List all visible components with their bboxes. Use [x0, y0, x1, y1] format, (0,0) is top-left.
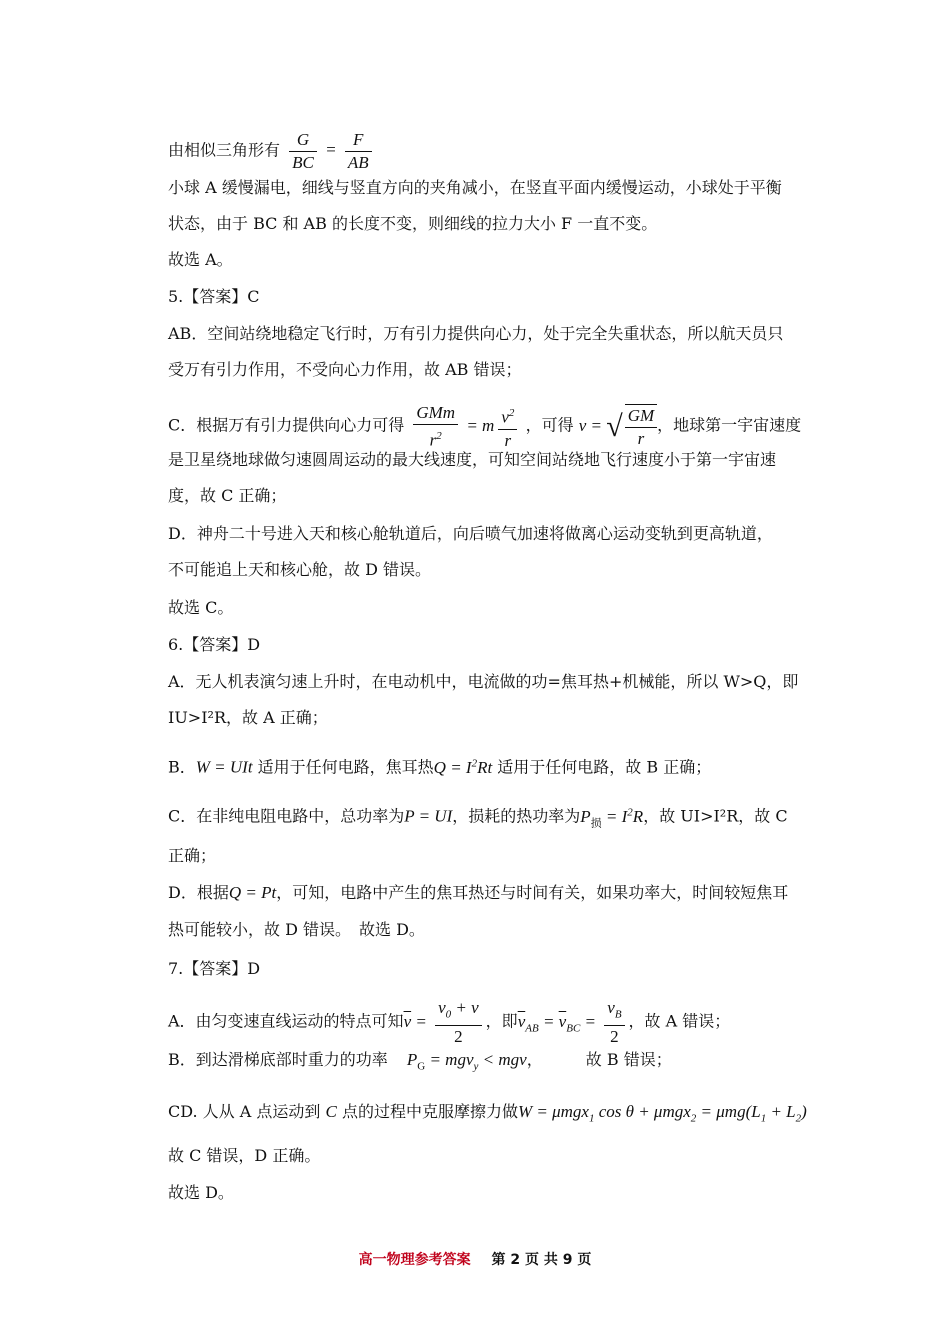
text-line: 不可能追上天和核心舱，故 D 错误。 [168, 560, 432, 579]
text-line: A．无人机表演匀速上升时，在电动机中，电流做的功=焦耳热+机械能，所以 W>Q，即 [168, 672, 799, 691]
text-line: 状态，由于 BC 和 AB 的长度不变，则细线的拉力大小 F 一直不变。 [168, 214, 658, 233]
equation-friction-work: W = μmgx$_1$ $\cos \theta + \mu mgx_2 = \mu mg(L_1 + L_2)$ [517, 1102, 807, 1125]
page-number: 第 2 页 共 9 页 [491, 1252, 592, 1268]
equation-power: P = UI [404, 806, 453, 826]
equation-gravity: $\frac{\text{GMm}}{r^2}$ = m $\frac{v^2}{r}$ [409, 416, 525, 435]
text-line: 小球 A 缓慢漏电，细线与竖直方向的夹角减小，在竖直平面内缓慢运动，小球处于平衡 [168, 178, 782, 197]
text-line: B．到达滑梯底部时重力的功率 $P_G = mgv_y$ < mgv， 故 B 错误； [168, 1050, 672, 1073]
equation-work: W = UIt [195, 757, 253, 777]
text-line: AB．空间站绕地稳定飞行时，万有引力提供向心力，处于完全失重状态，所以航天员只 [168, 324, 784, 343]
answer-heading: 7.【答案】D [168, 959, 261, 978]
text-line: 故选 A。 [168, 250, 233, 269]
text-line: 受万有引力作用，不受向心力作用，故 AB 错误； [168, 360, 522, 379]
footer-title: 高一物理参考答案 [358, 1252, 471, 1268]
text-line: 故 C 错误，D 正确。 [168, 1146, 321, 1165]
answer-heading: 6.【答案】D [168, 635, 261, 654]
text-line: 故选 C。 [168, 598, 234, 617]
text-line: 是卫星绕地球做匀速圆周运动的最大线速度，可知空间站绕地飞行速度小于第一宇宙速 [168, 450, 777, 469]
equation-average-velocity-ab: $\overline{v}_{AB} = \overline{v}_{BC}$ = $\frac{v_B}{2}$ [518, 1012, 629, 1031]
text-line: C．根据万有引力提供向心力可得 $\frac{\text{GMm}}{r^2}$ = m $\frac{v^2}{r}$ ，可得 v = √ $\frac{GM}{r}$ ，地球第一宇宙速度 [168, 403, 802, 450]
equation-heat-time: Q = Pt [228, 883, 277, 902]
text-line: 正确； [168, 846, 217, 865]
text-line: B．W = UIt 适用于任何电路，焦耳热$Q = I^2Rt$ 适用于任何电路，故 B 正确； [168, 757, 712, 777]
text-line: 由相似三角形有 $\frac{G}{BC}$ = $\frac{F}{AB}$ [168, 129, 810, 174]
page-footer [0, 1249, 950, 1269]
text-line: 故选 D。 [168, 1183, 234, 1202]
text-line: 度，故 C 正确； [168, 486, 287, 505]
equation-velocity: v = √ $\frac{GM}{r}$ [579, 416, 657, 435]
equation-heat-power: $P_损 = I^2R$ [580, 806, 644, 830]
text-line: D．神舟二十号进入天和核心舱轨道后，向后喷气加速将做离心运动变轨到更高轨道， [168, 524, 773, 543]
equation-similar-triangles: $\frac{G}{BC}$ = $\frac{F}{AB}$ [285, 140, 376, 159]
equation-gravity-power: $P_G = mgv_y$ < mgv [406, 1050, 527, 1073]
answer-heading: 5.【答案】C [168, 287, 260, 306]
text-line: IU>I²R，故 A 正确； [168, 708, 328, 727]
text-line: D．根据Q = Pt，可知，电路中产生的焦耳热还与时间有关，如果功率大，时间较短焦耳 [168, 883, 789, 902]
equation-average-velocity: $\overline{v}$ = $\frac{v_0 + v}{2}$ [404, 1012, 486, 1031]
equation-joule-heat: $Q = I^2Rt$ [433, 757, 493, 777]
text-line: C．在非纯电阻电路中，总功率为P = UI，损耗的热功率为$P_损 = I^2R$，故 UI>I²R，故 C [168, 806, 788, 830]
text-line: CD. 人从 A 点运动到 C 点的过程中克服摩擦力做W = μmgx$_1$ $\cos \theta + \mu mgx_2 = \mu mg(L_1 + L_2)$ [168, 1102, 807, 1125]
text-line: 热可能较小，故 D 错误。 故选 D。 [168, 920, 425, 939]
text-line: A．由匀变速直线运动的特点可知$\overline{v}$ = $\frac{v_0 + v}{2}$ ，即$\overline{v}_{AB} = \overline{v}_{BC}$ = $\frac{v_B}{2}$ ，故 A 错误； [168, 998, 731, 1047]
